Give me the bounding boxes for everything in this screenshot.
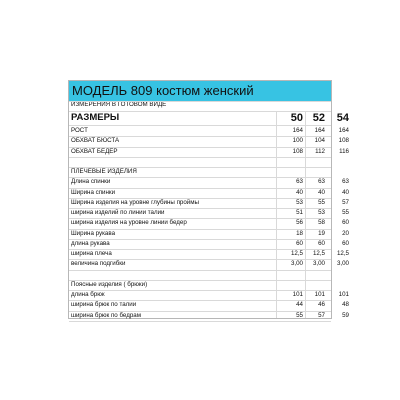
size-54-value: 40 xyxy=(342,188,349,196)
row-label: РОСТ xyxy=(71,127,88,134)
table-row xyxy=(69,239,349,249)
size-50-value: 18 xyxy=(296,229,303,237)
size-52-value: 46 xyxy=(318,301,325,309)
row-label: длина рукава xyxy=(71,239,110,247)
size-50-value: 12,5 xyxy=(290,250,303,257)
size-54-value: 63 xyxy=(342,178,349,186)
row-label: Ширина изделия на уровне глубины проймы xyxy=(71,198,199,206)
size-50-value: 100 xyxy=(292,137,303,145)
row-label: ПЛЕЧЕВЫЕ ИЗДЕЛИЯ xyxy=(71,168,137,175)
row-label: Длина спинки xyxy=(71,178,111,186)
grid-line xyxy=(69,101,331,102)
row-label: ширина брюк по талии xyxy=(71,301,137,309)
grid-line xyxy=(69,321,331,322)
table-row xyxy=(69,209,349,218)
size-50-value: 101 xyxy=(292,291,303,298)
size-54-value: 48 xyxy=(342,301,349,309)
size-52-value: 104 xyxy=(314,137,325,145)
column-separator xyxy=(276,111,277,318)
table-row xyxy=(69,281,331,290)
sizes-header-row xyxy=(69,112,349,124)
size-54-value: 116 xyxy=(339,147,349,155)
size-52-value: 55 xyxy=(318,198,325,206)
table-row xyxy=(69,127,349,136)
size-50-value: 53 xyxy=(296,198,303,206)
size-52-value: 101 xyxy=(314,291,325,298)
row-label: ОБХВАТ БЮСТА xyxy=(71,137,120,145)
size-54-value: 101 xyxy=(338,291,349,298)
subtitle-row xyxy=(69,101,331,110)
table-row xyxy=(69,301,349,310)
size-54-value: 57 xyxy=(342,198,349,206)
row-label: Ширина спинки xyxy=(71,188,116,196)
table-row xyxy=(69,219,349,228)
size-50-value: 3,00 xyxy=(290,260,303,268)
table-row xyxy=(69,168,331,177)
sizes-label: РАЗМЕРЫ xyxy=(71,112,120,123)
title-bar xyxy=(69,81,331,101)
blank-row xyxy=(69,158,331,167)
table-row xyxy=(69,229,349,239)
size-52-value: 112 xyxy=(315,147,325,155)
size-50-value: 56 xyxy=(296,219,303,227)
row-label: Поясные изделия ( брюки) xyxy=(71,280,148,288)
size-50-value: 60 xyxy=(296,239,303,247)
column-separator xyxy=(305,111,306,318)
table-row xyxy=(69,137,349,146)
table-row xyxy=(69,198,349,208)
size-52-value: 58 xyxy=(318,219,325,227)
size-54-value: 12,5 xyxy=(336,250,349,257)
size-header-50: 50 xyxy=(290,112,303,124)
grid-line xyxy=(69,111,331,112)
table-row xyxy=(69,311,349,321)
row-label: длина брюк xyxy=(71,291,105,298)
size-52-value: 60 xyxy=(318,239,325,247)
row-label: ширина плеча xyxy=(71,250,112,257)
model-title: МОДЕЛЬ 809 костюм женский xyxy=(72,83,254,98)
size-52-value: 19 xyxy=(318,229,325,237)
size-52-value: 12,5 xyxy=(312,250,325,257)
size-52-value: 3,00 xyxy=(312,260,325,268)
size-52-value: 53 xyxy=(318,209,325,216)
size-50-value: 51 xyxy=(296,209,303,216)
size-52-value: 57 xyxy=(318,311,325,319)
table-row xyxy=(69,291,349,300)
size-50-value: 164 xyxy=(292,127,303,134)
size-54-value: 108 xyxy=(338,137,349,145)
size-54-value: 55 xyxy=(342,209,349,216)
size-50-value: 63 xyxy=(296,178,303,186)
table-row xyxy=(69,260,349,269)
grid-line xyxy=(69,125,331,126)
size-54-value: 60 xyxy=(342,239,349,247)
size-50-value: 44 xyxy=(296,301,303,309)
size-52-value: 40 xyxy=(318,188,325,196)
size-52-value: 164 xyxy=(314,127,325,134)
size-54-value: 20 xyxy=(342,229,349,237)
row-label: ширина брюк по бедрам xyxy=(71,311,141,319)
size-50-value: 108 xyxy=(292,147,303,155)
size-52-value: 63 xyxy=(318,178,325,186)
row-label: Ширина рукава xyxy=(71,229,116,237)
size-header-54: 54 xyxy=(336,112,349,124)
subtitle: ИЗМЕРЕНИЯ В ГОТОВОМ ВИДЕ xyxy=(71,101,167,108)
size-50-value: 55 xyxy=(296,311,303,319)
size-54-value: 60 xyxy=(342,219,349,227)
table-row xyxy=(69,178,349,187)
table-row xyxy=(69,188,349,198)
table-row xyxy=(69,250,349,259)
blank-row xyxy=(69,271,331,280)
size-54-value: 164 xyxy=(338,127,349,134)
row-label: ширина изделий по линии талии xyxy=(71,209,165,216)
size-50-value: 40 xyxy=(296,188,303,196)
table-row xyxy=(69,147,349,157)
size-54-value: 59 xyxy=(342,311,349,319)
size-54-value: 3,00 xyxy=(336,260,349,268)
size-header-52: 52 xyxy=(312,112,325,124)
size-chart-table xyxy=(68,80,349,319)
row-label: величина подгибки xyxy=(71,260,126,268)
row-label: ширина изделия на уровне линии бедер xyxy=(71,219,187,227)
row-label: ОБХВАТ БЕДЕР xyxy=(71,147,118,155)
